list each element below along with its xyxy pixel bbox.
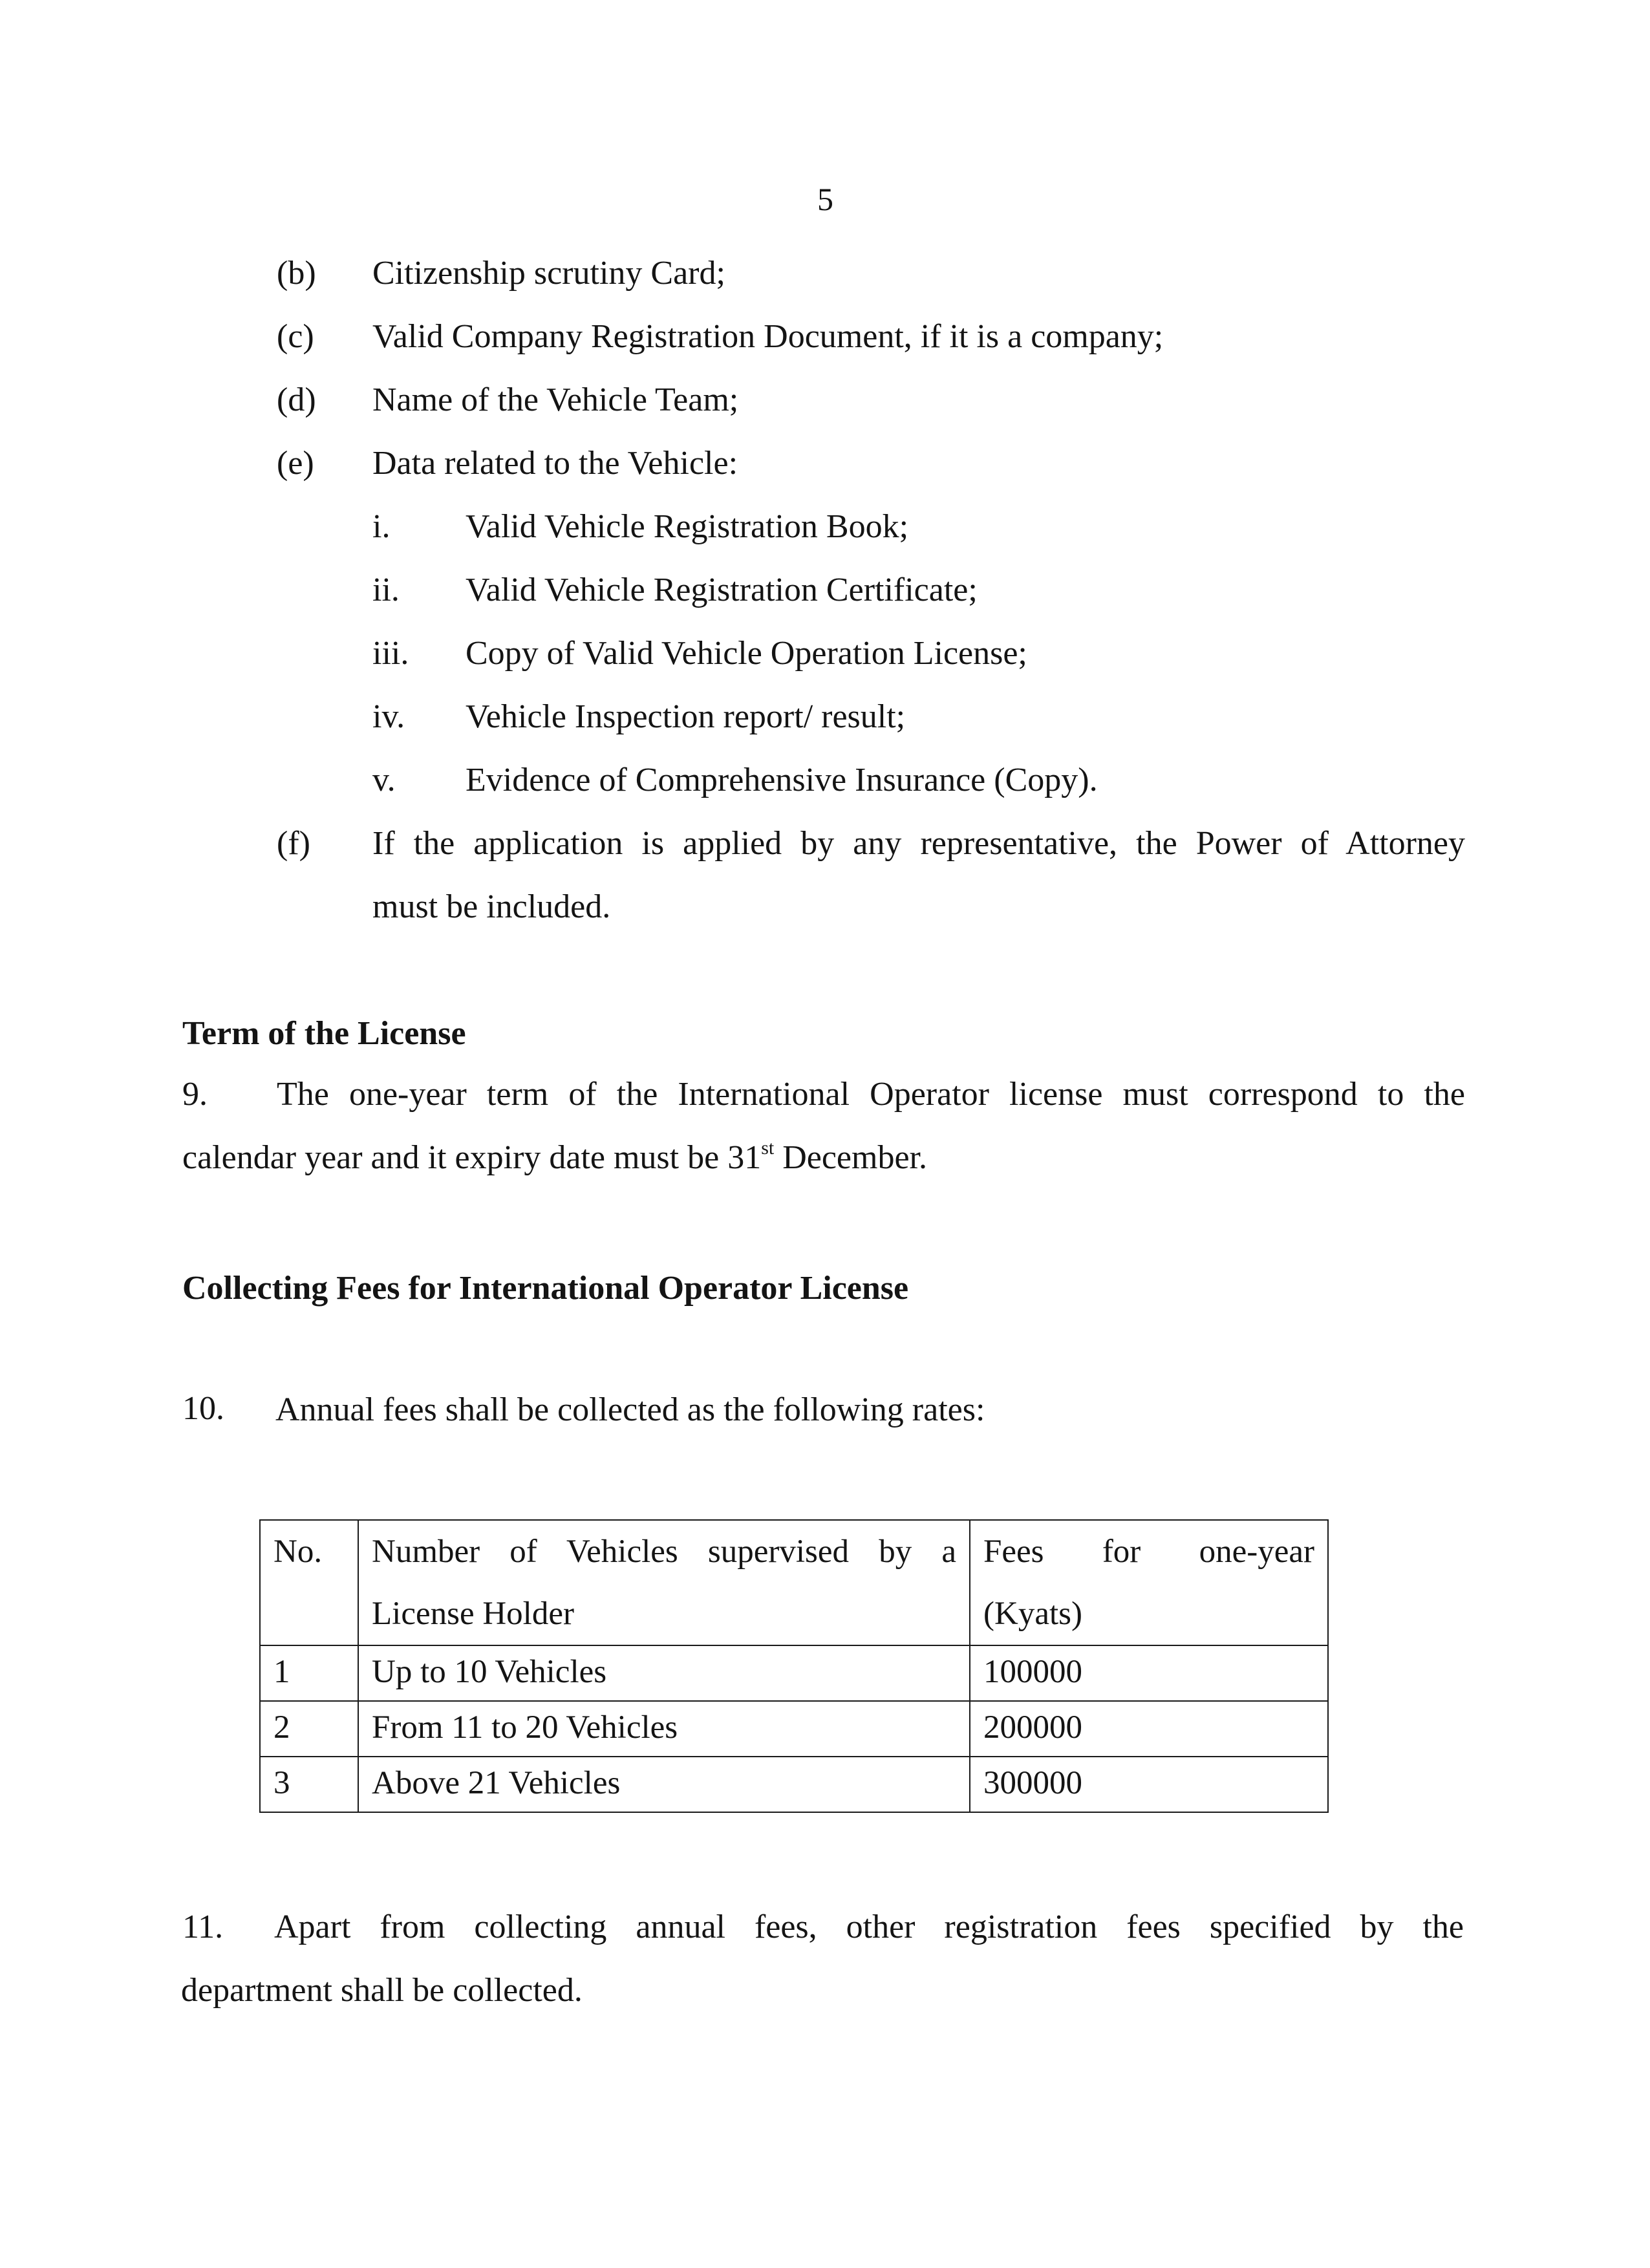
sub-list-text: Valid Vehicle Registration Book; xyxy=(466,508,909,545)
header-cell-fees xyxy=(970,1520,1328,1645)
sub-list-text: Valid Vehicle Registration Certificate; xyxy=(466,572,978,608)
list-marker: (c) xyxy=(277,318,314,355)
paragraph-text-continued xyxy=(182,1138,927,1178)
sub-list-text: Evidence of Comprehensive Insurance (Copy). xyxy=(466,762,1098,798)
list-text: Name of the Vehicle Team; xyxy=(372,381,739,418)
list-marker: (d) xyxy=(277,381,316,418)
sub-list-marker: v. xyxy=(372,762,396,798)
cell-no: 2 xyxy=(260,1701,358,1757)
paragraph-text-part: December. xyxy=(774,1139,927,1176)
paragraph-text-part: calendar year and it expiry date must be 31 xyxy=(182,1139,762,1176)
cell-vehicles: From 11 to 20 Vehicles xyxy=(358,1701,970,1757)
header-vehicles-line2: License Holder xyxy=(372,1596,574,1632)
cell-vehicles: Up to 10 Vehicles xyxy=(358,1645,970,1701)
cell-fees: 200000 xyxy=(970,1701,1328,1757)
sub-list-marker: i. xyxy=(372,508,391,545)
cell-no: 3 xyxy=(260,1757,358,1812)
sub-list-text: Vehicle Inspection report/ result; xyxy=(466,698,906,735)
list-text: Citizenship scrutiny Card; xyxy=(372,255,725,292)
list-marker: (f) xyxy=(277,825,310,862)
paragraph-number: 9. xyxy=(182,1076,208,1113)
list-marker: (e) xyxy=(277,445,314,482)
paragraph-text: Annual fees shall be collected as the following rates: xyxy=(275,1391,985,1428)
section-heading-fees: Collecting Fees for International Operator License xyxy=(182,1270,909,1307)
paragraph-text-continued: department shall be collected. xyxy=(181,1972,583,2009)
header-fees-line2: (Kyats) xyxy=(983,1596,1082,1632)
cell-vehicles: Above 21 Vehicles xyxy=(358,1757,970,1812)
list-text: Data related to the Vehicle: xyxy=(372,445,738,482)
list-text: If the application is applied by any representative, the Power of Attorney xyxy=(372,825,1465,862)
header-cell-no xyxy=(260,1520,358,1645)
table-row xyxy=(260,1645,1328,1701)
paragraph-number: 11. xyxy=(182,1909,224,1945)
paragraph-number: 10. xyxy=(182,1390,224,1427)
fees-table xyxy=(259,1519,1329,1813)
sub-list-marker: iv. xyxy=(372,698,405,735)
sub-list-text: Copy of Valid Vehicle Operation License; xyxy=(466,635,1027,672)
paragraph-text: Apart from collecting annual fees, other registration fees specified by the xyxy=(274,1909,1464,1945)
table-row xyxy=(260,1701,1328,1757)
list-text-continued: must be included. xyxy=(372,888,611,925)
list-marker: (b) xyxy=(277,255,316,292)
cell-no: 1 xyxy=(260,1645,358,1701)
header-vehicles-line1: Number of Vehicles supervised by a xyxy=(372,1534,956,1570)
table-row xyxy=(260,1757,1328,1812)
cell-fees: 300000 xyxy=(970,1757,1328,1812)
list-text: Valid Company Registration Document, if it is a company; xyxy=(372,318,1164,355)
page-number: 5 xyxy=(817,181,833,217)
header-fees-line1: Fees for one-year xyxy=(983,1534,1314,1570)
sub-list-marker: iii. xyxy=(372,635,409,672)
sub-list-marker: ii. xyxy=(372,572,400,608)
header-no: No. xyxy=(273,1534,323,1570)
cell-fees: 100000 xyxy=(970,1645,1328,1701)
section-heading-term: Term of the License xyxy=(182,1015,466,1052)
header-cell-vehicles xyxy=(358,1520,970,1645)
table-header-row xyxy=(260,1520,1328,1645)
paragraph-text: The one-year term of the International Operator license must correspond to the xyxy=(277,1076,1465,1113)
ordinal-suffix: st xyxy=(761,1137,775,1159)
